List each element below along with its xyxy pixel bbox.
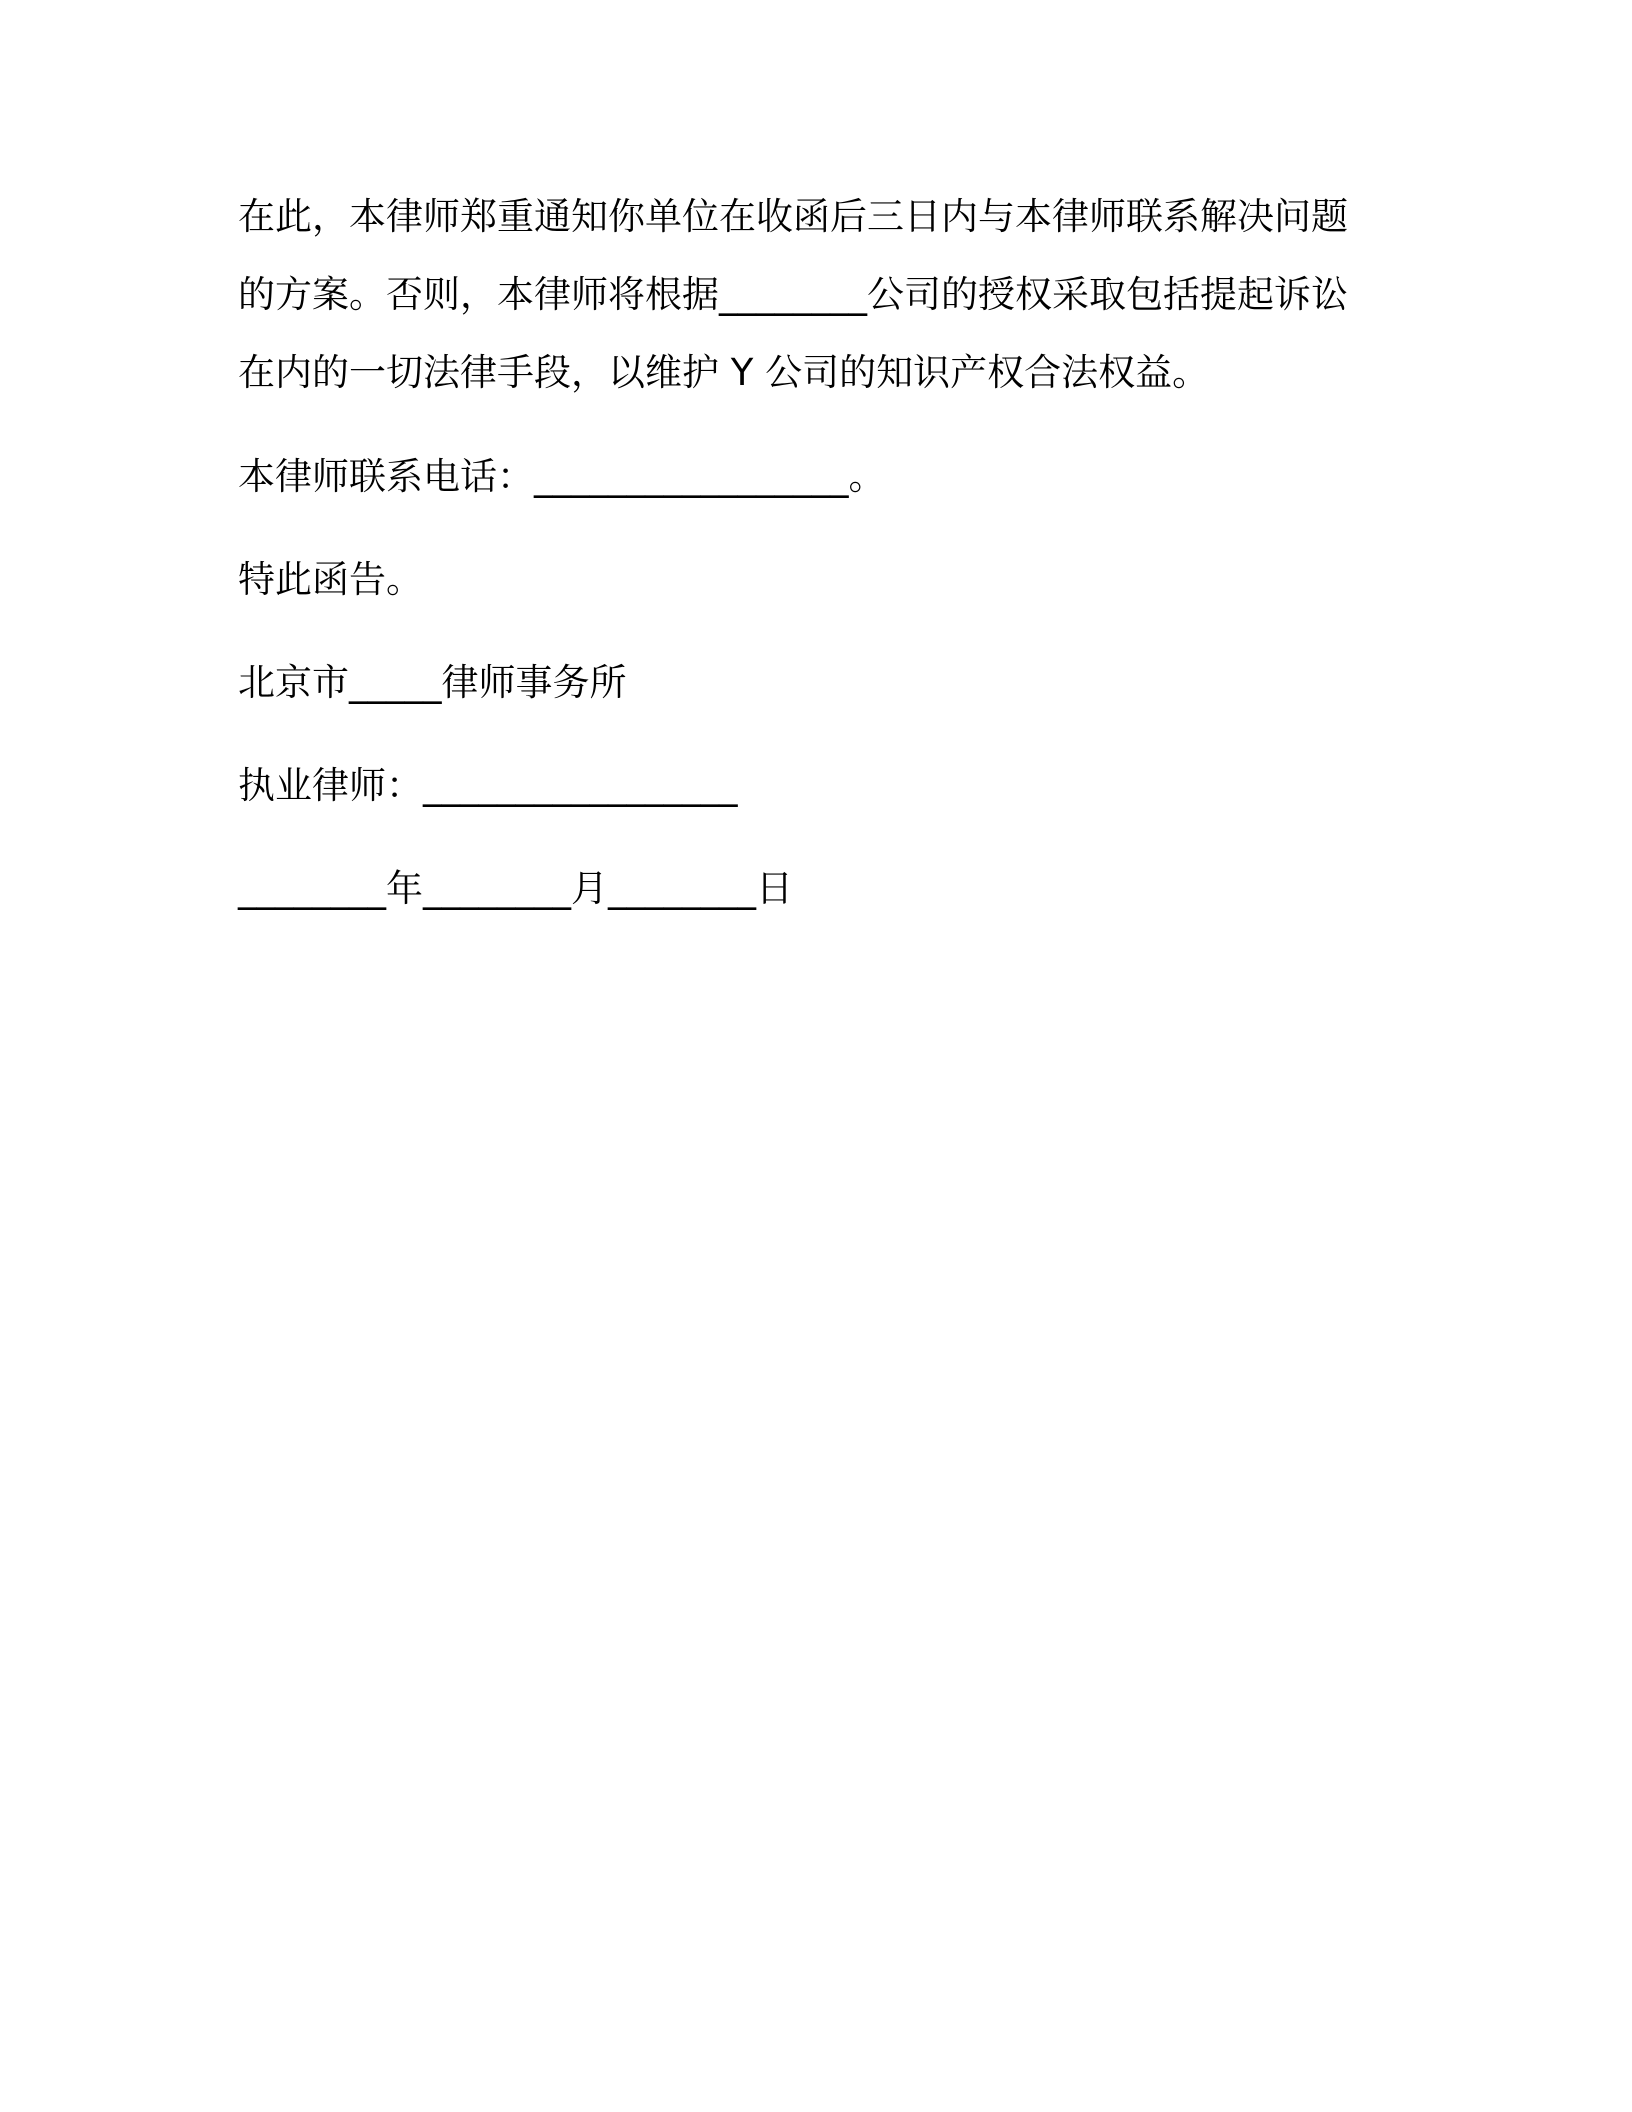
- paragraph-line-1: 在此，本律师郑重通知你单位在收函后三日内与本律师联系解决问题: [238, 195, 1348, 238]
- paragraph-line-3: 在内的一切法律手段，以维护 Y 公司的知识产权合法权益。: [238, 351, 1210, 394]
- law-firm-line: 北京市_____律师事务所: [238, 661, 627, 704]
- closing-line: 特此函告。: [238, 558, 423, 601]
- paragraph-line-2: 的方案。否则，本律师将根据________公司的授权采取包括提起诉讼: [238, 273, 1348, 316]
- contact-phone-line: 本律师联系电话：_________________。: [238, 455, 886, 498]
- practicing-lawyer-line: 执业律师：_________________: [238, 764, 738, 807]
- notice-paragraph: [238, 178, 1398, 412]
- date-line: ________年________月________日: [238, 867, 793, 910]
